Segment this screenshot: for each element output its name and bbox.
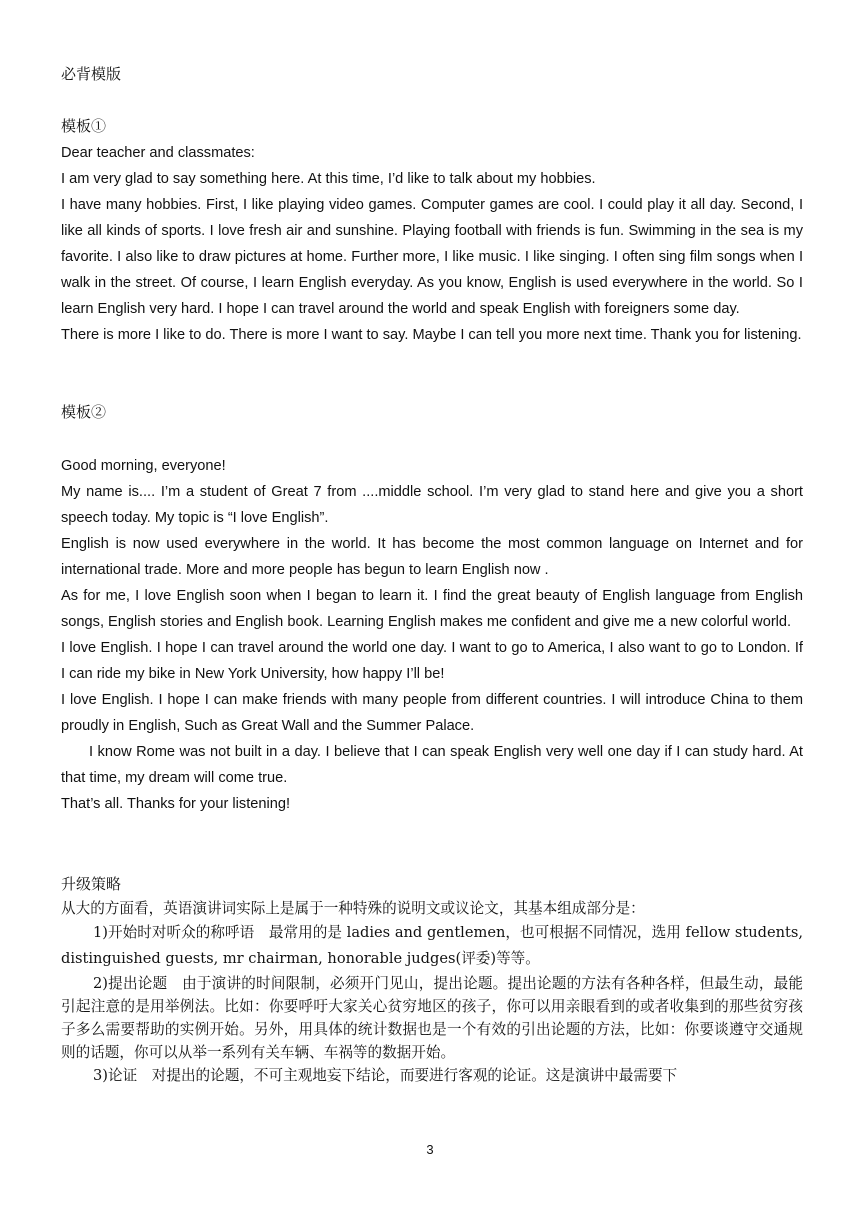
template-1-label: 模板① <box>61 117 107 135</box>
template-2-paragraph: As for me, I love English soon when I began to learn it. I find the great beauty of English language from English songs, English stories and English book. Learning English makes me confident and give me a new colorful world. <box>61 588 803 630</box>
template-2-paragraph: I love English. I hope I can travel around the world one day. I want to go to America, I also want to go to London. If I can ride my bike in New York University, how happy I’ll be! <box>61 640 803 682</box>
strategy-item: 3)论证 对提出的论题，不可主观地妄下结论，而要进行客观的论证。这是演讲中最需要下 <box>93 1067 678 1084</box>
template-1-paragraph: There is more I like to do. There is more I want to say. Maybe I can tell you more next time. Thank you for listening. <box>61 327 802 343</box>
template-2-paragraph: My name is.... I’m a student of Great 7 from ....middle school. I’m very glad to stand here and give you a short speech today. My topic is “I love English”. <box>61 484 803 526</box>
template-1-paragraph: I have many hobbies. First, I like playing video games. Computer games are cool. I could play it all day. Second, I like all kinds of sports. I love fresh air and sunshine. Playing football with friends is fun. Swimming in the sea is my favorite. I also like to draw pictures at home. Further more, I like music. I like singing. I often sing film songs when I walk in the street. Of course, I learn English everyday. As you know, English is used everywhere in the world. So I learn English very hard. I hope I can travel around the world and speak English with foreigners some day. <box>61 197 803 317</box>
strategy-item: 2)提出论题 由于演讲的时间限制，必须开门见山，提出论题。提出论题的方法有各种各样，但最生动，最能引起注意的是用举例法。比如：你要呼吁大家关心贫穷地区的孩子，你可以用亲眼看到的或者收集到的那些贫穷孩子多么需要帮助的实例开始。另外，用具体的统计数据也是一个有效的引出论题的方法，比如：你要谈遵守交通规则的话题，你可以从举一系列有关车辆、车祸等的数据开始。 <box>61 975 803 1061</box>
template-2-body <box>61 453 803 817</box>
template-1-body <box>61 140 803 348</box>
template-2-paragraph: I love English. I hope I can make friends with many people from different countries. I will introduce China to them proudly in English, Such as Great Wall and the Summer Palace. <box>61 692 803 734</box>
template-2-greeting: Good morning, everyone! <box>61 458 226 474</box>
template-2-paragraph: I know Rome was not built in a day. I believe that I can speak English very well one day if I can study hard. At that time, my dream will come true. <box>61 744 803 786</box>
page-title: 必背模版 <box>61 65 122 83</box>
strategy-body <box>61 897 803 1087</box>
template-1-paragraph: I am very glad to say something here. At this time, I’d like to talk about my hobbies. <box>61 171 596 187</box>
template-2-paragraph: English is now used everywhere in the world. It has become the most common language on Internet and for international trade. More and more people has begun to learn English now . <box>61 536 803 578</box>
template-2-label: 模板② <box>61 403 107 421</box>
page-number: 3 <box>426 1142 434 1157</box>
strategy-title: 升级策略 <box>61 875 122 893</box>
template-2-closing: That’s all. Thanks for your listening! <box>61 796 291 812</box>
strategy-intro: 从大的方面看，英语演讲词实际上是属于一种特殊的说明文或议论文，其基本组成部分是： <box>61 900 645 917</box>
strategy-item: 1)开始时对听众的称呼语 最常用的是 ladies and gentlemen，也可根据不同情况，选用 fellow students, distinguished guests, mr chairman, honorable judges(评委)等等。 <box>61 924 803 967</box>
template-1-salutation: Dear teacher and classmates: <box>61 145 255 161</box>
